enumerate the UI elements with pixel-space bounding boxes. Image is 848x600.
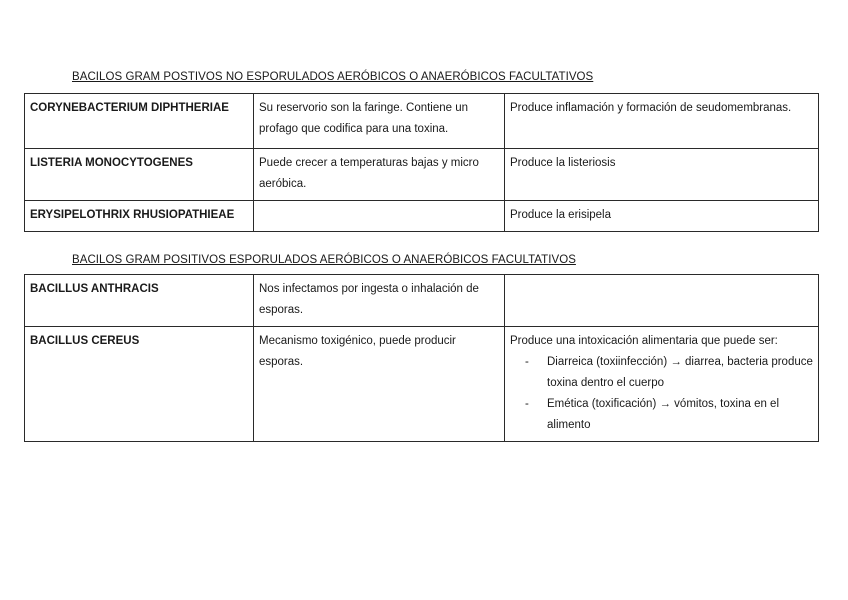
bacterium-description: [254, 201, 505, 232]
list-item-text: Diarreica (toxiinfección) → diarrea, bacteria produce toxina dentro el cuerpo: [547, 356, 813, 389]
table-row: [25, 327, 819, 442]
table-row: [25, 94, 819, 149]
bacterium-description: Su reservorio son la faringe. Contiene un profago que codifica para una toxina.: [254, 94, 505, 149]
bacterium-effect: [505, 275, 819, 327]
table-row: [25, 201, 819, 232]
bacterium-effect: Produce inflamación y formación de seudomembranas.: [505, 94, 819, 149]
bacterium-effect: Produce la listeriosis: [505, 149, 819, 201]
non-sporulating-bacilli-table: [24, 93, 819, 232]
section-heading-sporulating: BACILOS GRAM POSITIVOS ESPORULADOS AERÓBICOS O ANAERÓBICOS FACULTATIVOS: [72, 254, 576, 266]
list-dash: -: [525, 398, 529, 410]
bacterium-description: Puede crecer a temperaturas bajas y micro aeróbica.: [254, 149, 505, 201]
bacterium-name: ERYSIPELOTHRIX RHUSIOPATHIEAE: [25, 201, 254, 232]
bacterium-effect: Produce la erisipela: [505, 201, 819, 232]
bacterium-description: Mecanismo toxigénico, puede producir esporas.: [254, 327, 505, 442]
bacterium-description: Nos infectamos por ingesta o inhalación de esporas.: [254, 275, 505, 327]
bacterium-name: BACILLUS CEREUS: [25, 327, 254, 442]
bacterium-name: LISTERIA MONOCYTOGENES: [25, 149, 254, 201]
effect-list: [510, 352, 814, 436]
bacterium-name: BACILLUS ANTHRACIS: [25, 275, 254, 327]
table-row: [25, 275, 819, 327]
table-row: [25, 149, 819, 201]
list-dash: -: [525, 356, 529, 368]
effect-intro: Produce una intoxicación alimentaria que puede ser:: [510, 335, 778, 347]
list-item: [525, 394, 814, 436]
section-heading-non-sporulating: BACILOS GRAM POSTIVOS NO ESPORULADOS AERÓBICOS O ANAERÓBICOS FACULTATIVOS: [72, 71, 594, 83]
bacterium-name: CORYNEBACTERIUM DIPHTHERIAE: [25, 94, 254, 149]
list-item: [525, 352, 814, 394]
list-item-text: Emética (toxificación) → vómitos, toxina en el alimento: [547, 398, 780, 431]
sporulating-bacilli-table: [24, 274, 819, 442]
bacterium-effect: [505, 327, 819, 442]
